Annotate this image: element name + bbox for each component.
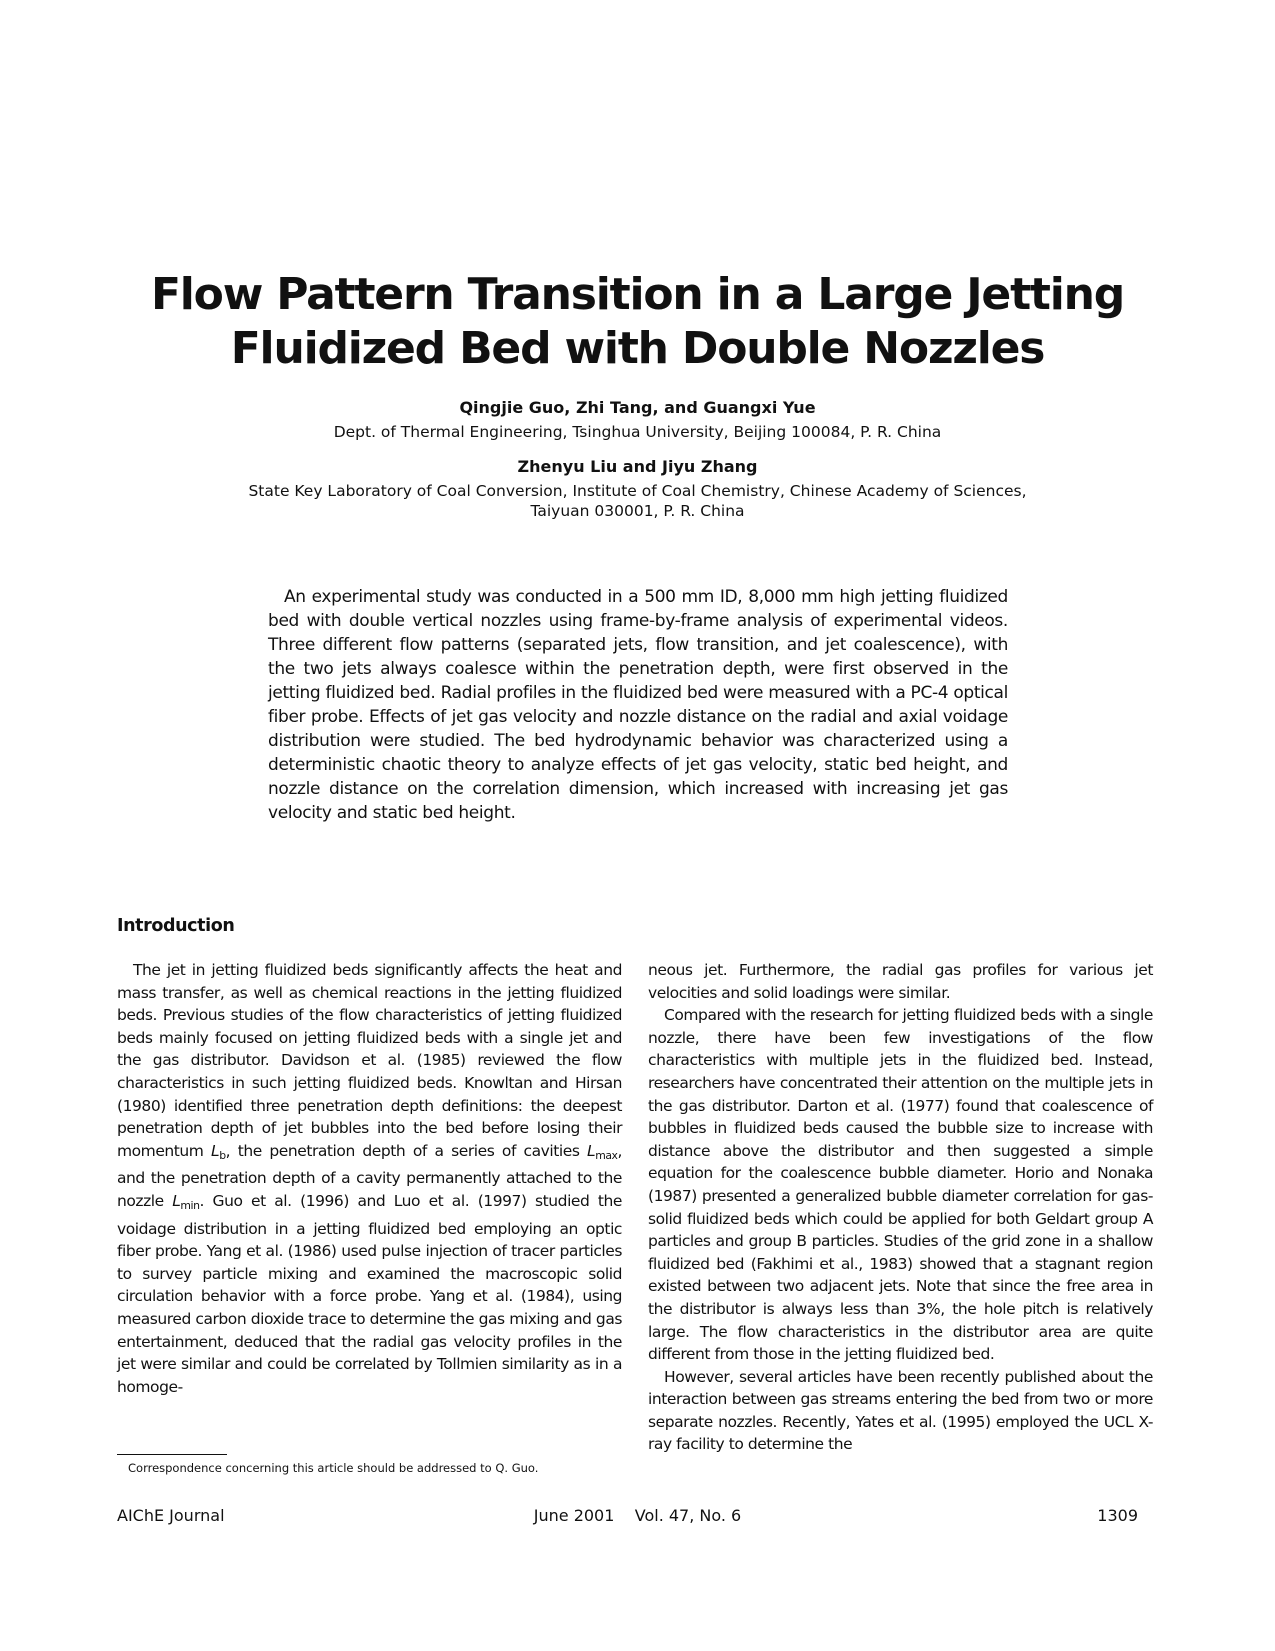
footer-issue: June 2001 Vol. 47, No. 6	[533, 1506, 742, 1525]
intro-paragraph-1-continued: neous jet. Furthermore, the radial gas profiles for various jet velocities and solid loadings were similar.	[648, 961, 1153, 1002]
section-heading-introduction: Introduction	[117, 916, 235, 936]
footnote: Correspondence concerning this article should be addressed to Q. Guo.	[128, 1461, 539, 1475]
footer-journal: AIChE Journal	[117, 1506, 225, 1525]
intro-paragraph-3: However, several articles have been recently published about the interaction between gas streams entering the bed from two or more separate nozzles. Recently, Yates et al. (1995) employed the UCL X-ray facility to determine the	[648, 1367, 1153, 1454]
intro-paragraph-1: The jet in jetting fluidized beds significantly affects the heat and mass transfer, as well as chemical reactions in the jetting fluidized beds. Previous studies of the flow characteristics of jetting fluidized beds mainly focused on jetting fluidized beds with a single jet and the gas distributor. Davidson et al. (1985) reviewed the flow characteristics in such jetting fluidized beds. Knowltan and Hirsan (1980) identified three penetration depth definitions: the deepest penetration depth of jet bubbles into the bed before losing their momentum $L_b$, the penetration depth of a series of cavities $L_{max}$, and the penetration depth of a cavity permanently attached to the nozzle $L_{min}$. Guo et al. (1996) and Luo et al. (1997) studied the voidage distribution in a jetting fluidized bed employing an optic fiber probe. Yang et al. (1986) used pulse injection of tracer particles to survey particle mixing and examined the macroscopic solid circulation behavior with a force probe. Yang et al. (1984), using measured carbon dioxide trace to determine the gas mixing and gas entertainment, deduced that the radial gas velocity profiles in the jet were similar and could be correlated by Tollmien similarity as in a homoge-	[117, 961, 622, 1396]
author-line-1: Qingjie Guo, Zhi Tang, and Guangxi Yue	[459, 398, 816, 417]
affiliation-1: Dept. of Thermal Engineering, Tsinghua University, Beijing 100084, P. R. China	[333, 423, 942, 441]
author-line-2: Zhenyu Liu and Jiyu Zhang	[517, 457, 758, 476]
right-column	[648, 959, 1153, 1456]
paper-title: Flow Pattern Transition in a Large Jetting Fluidized Bed with Double Nozzles	[150, 269, 1125, 374]
footer-page-number: 1309	[1097, 1506, 1138, 1525]
affiliation-2-line-2: Taiyuan 030001, P. R. China	[530, 502, 745, 520]
left-column	[117, 959, 622, 1398]
affiliation-2-line-1: State Key Laboratory of Coal Conversion, Institute of Coal Chemistry, Chinese Academy of Sciences,	[248, 482, 1027, 500]
footnote-rule	[117, 1454, 227, 1455]
intro-paragraph-2: Compared with the research for jetting fluidized beds with a single nozzle, there have been few investigations of the flow characteristics with multiple jets in the fluidized bed. Instead, researchers have concentrated their attention on the multiple jets in the gas distributor. Darton et al. (1977) found that coalescence of bubbles in fluidized beds caused the bubble size to increase with distance above the distributor and then suggested a simple equation for the coalescence bubble diameter. Horio and Nonaka (1987) presented a generalized bubble diameter correlation for gas-solid fluidized beds which could be applied for both Geldart group A particles and group B particles. Studies of the grid zone in a shallow fluidized bed (Fakhimi et al., 1983) showed that a stagnant region existed between two adjacent jets. Note that since the free area in the distributor is always less than 3%, the hole pitch is relatively large. The flow characteristics in the distributor area are quite different from those in the jetting fluidized bed.	[648, 1006, 1153, 1364]
abstract: An experimental study was conducted in a 500 mm ID, 8,000 mm high jetting fluidized bed with double vertical nozzles using frame-by-frame analysis of experimental videos. Three different flow patterns (separated jets, flow transition, and jet coalescence), with the two jets always coalesce within the penetration depth, were first observed in the jetting fluidized bed. Radial profiles in the fluidized bed were measured with a PC-4 optical fiber probe. Effects of jet gas velocity and nozzle distance on the radial and axial voidage distribution were studied. The bed hydrodynamic behavior was characterized using a deterministic chaotic theory to analyze effects of jet gas velocity, static bed height, and nozzle distance on the correlation dimension, which increased with increasing jet gas velocity and static bed height.	[268, 587, 1008, 823]
